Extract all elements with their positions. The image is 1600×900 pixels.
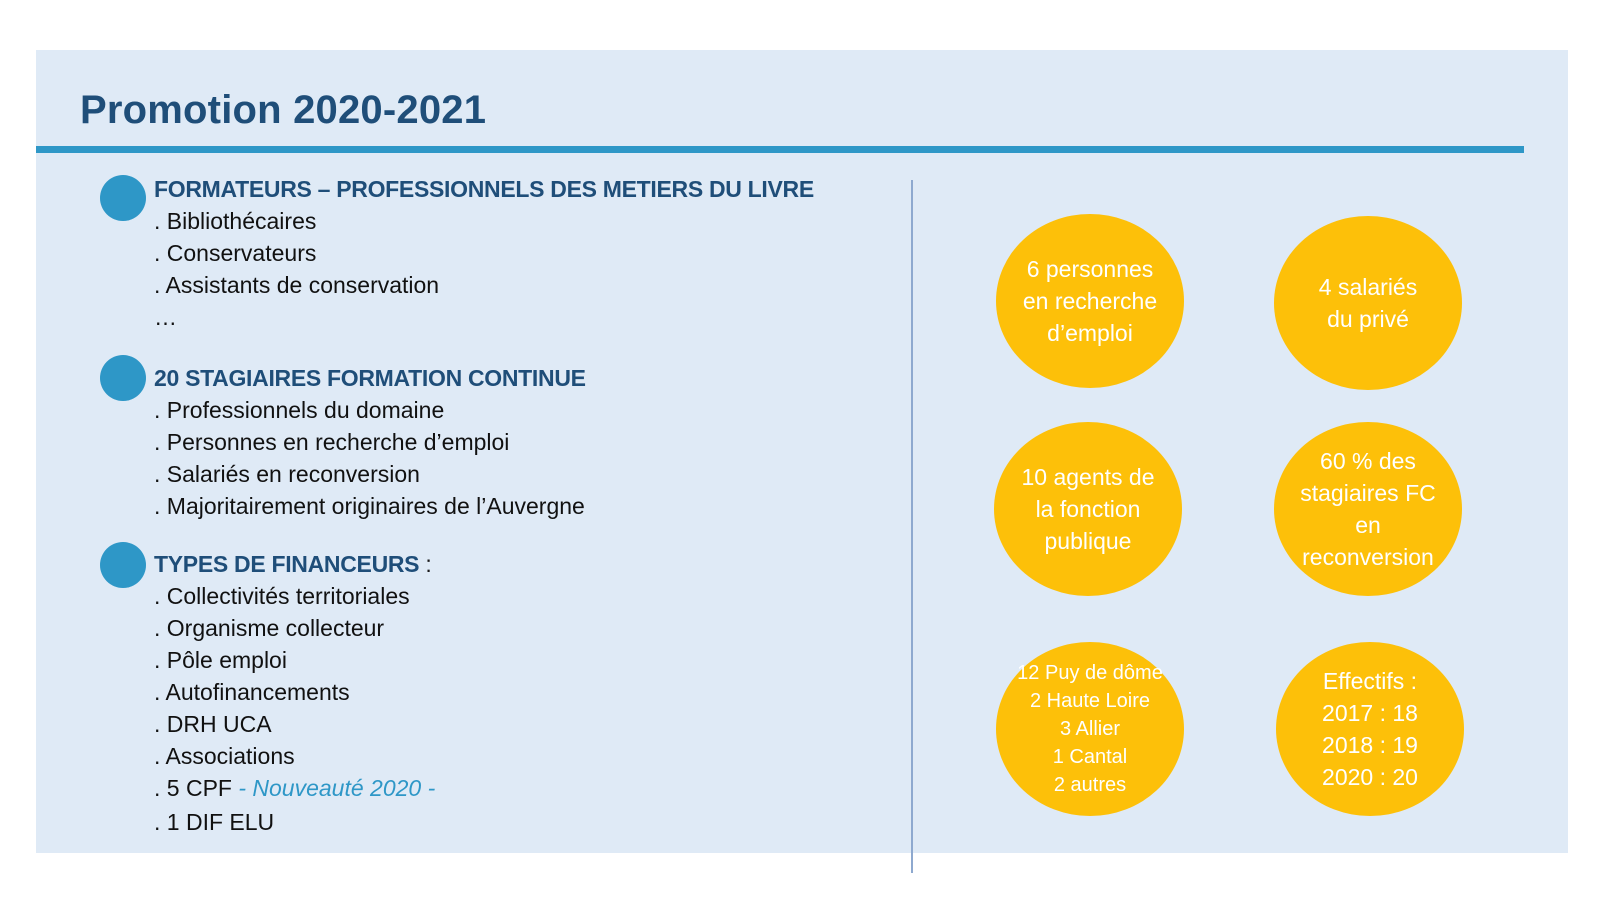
list-item-text: . 5 CPF — [154, 775, 232, 801]
stat-line: 60 % des — [1320, 448, 1416, 474]
section-heading — [154, 548, 854, 580]
stat-circle-headcount — [1276, 642, 1464, 816]
stat-line: publique — [1044, 528, 1132, 554]
slide — [36, 50, 1568, 853]
stat-line: d’emploi — [1047, 320, 1133, 346]
stat-circle-origins — [996, 642, 1184, 816]
list-item: … — [154, 304, 177, 330]
section-heading: 20 STAGIAIRES FORMATION CONTINUE — [154, 365, 586, 391]
stat-line: 4 salariés — [1318, 274, 1418, 300]
new-2020-note: - Nouveauté 2020 - — [231, 775, 436, 801]
list-item: . Autofinancements — [154, 679, 350, 705]
vertical-divider — [911, 180, 913, 873]
stat-circle-job-seekers — [996, 214, 1184, 388]
stat-line: 3 Allier — [1059, 718, 1121, 740]
stat-line: 10 agents de — [1021, 464, 1155, 490]
bullet-circle-icon — [100, 355, 146, 401]
list-item: . Organisme collecteur — [154, 615, 385, 641]
stat-line: 2020 : 20 — [1322, 764, 1418, 790]
list-item: . Associations — [154, 743, 295, 769]
section-heading: FORMATEURS – PROFESSIONNELS DES METIERS DU LIVRE — [154, 176, 814, 202]
stat-line: 2 Haute Loire — [1029, 690, 1151, 712]
page-title: Promotion 2020-2021 — [80, 88, 487, 132]
stat-line: 12 Puy de dôme — [1017, 662, 1163, 684]
list-item — [154, 772, 854, 804]
list-item: . Professionnels du domaine — [154, 397, 445, 423]
stat-line: la fonction — [1035, 496, 1141, 522]
bullet-circle-icon — [100, 542, 146, 588]
list-item: . Personnes en recherche d’emploi — [154, 429, 510, 455]
list-item: . Conservateurs — [154, 240, 317, 266]
bullet-circle-icon — [100, 175, 146, 221]
list-item: . DRH UCA — [154, 711, 272, 737]
title-underline — [36, 146, 1524, 153]
stat-line: 6 personnes — [1026, 256, 1154, 282]
stat-line: en recherche — [1022, 288, 1158, 314]
stat-circle-private-employees — [1274, 216, 1462, 390]
list-item: . Majoritairement originaires de l’Auvergne — [154, 493, 585, 519]
stat-line: en — [1355, 512, 1381, 538]
stat-line: stagiaires FC — [1300, 480, 1436, 506]
stat-line: 2017 : 18 — [1322, 700, 1418, 726]
list-item: . Salariés en reconversion — [154, 461, 420, 487]
section-heading-suffix: : — [419, 551, 432, 577]
stat-line: reconversion — [1302, 544, 1434, 570]
section-heading-text: TYPES DE FINANCEURS — [154, 551, 420, 577]
list-item: . Assistants de conservation — [154, 272, 440, 298]
stat-line: Effectifs : — [1322, 668, 1418, 694]
stat-line: 1 Cantal — [1052, 746, 1128, 768]
list-item: . 1 DIF ELU — [154, 809, 275, 835]
stat-line: 2018 : 19 — [1322, 732, 1418, 758]
list-item: . Bibliothécaires — [154, 208, 317, 234]
stat-circle-public-agents — [994, 422, 1182, 596]
list-item: . Pôle emploi — [154, 647, 287, 673]
stat-line: 2 autres — [1053, 774, 1127, 796]
list-item: . Collectivités territoriales — [154, 583, 410, 609]
stat-circle-reconversion — [1274, 422, 1462, 596]
stat-line: du privé — [1327, 306, 1409, 332]
